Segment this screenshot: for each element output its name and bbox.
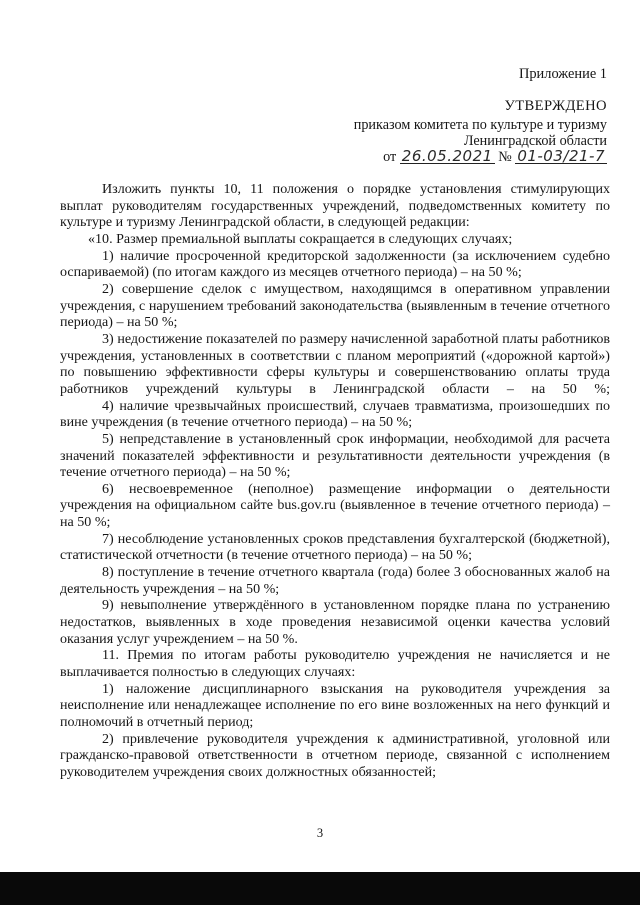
number-prefix: № <box>498 149 512 165</box>
clause-10-item-1: 1) наличие просроченной кредиторской задолженности (за исключением судебно оспариваемой) (по итогам каждого из месяцев отчетного периода) – на 50 %; <box>60 247 610 281</box>
clause-11-item-2: 2) привлечение руководителя учреждения к административной, уголовной или гражданско-правовой ответственности в отчетном периоде, связанной с исполнением руководителем учреждения своих должностных обязанностей; <box>60 730 610 780</box>
order-reference <box>383 149 607 166</box>
scan-edge-band <box>0 872 640 905</box>
clause-11-item-1: 1) наложение дисциплинарного взыскания на руководителя учреждения за неисполнение или ненадлежащее исполнение по его вине возложенных на него функций и полномочий в отчетный период; <box>60 680 610 730</box>
clause-10-item-2: 2) совершение сделок с имуществом, находящимся в оперативном управлении учреждения, с нарушением требований законодательства (выявленным в течение отчетного периода) – на 50 %; <box>60 280 610 331</box>
order-date: 26.05.2021 <box>401 147 493 165</box>
order-number: 01-03/21-7 <box>517 147 605 165</box>
appendix-label: Приложение 1 <box>518 66 607 82</box>
date-prefix: от <box>383 149 397 165</box>
clause-10-item-3: 3) недостижение показателей по размеру начисленной заработной платы работников учреждения, установленных в соответствии с планом мероприятий («дорожной картой») по повышению эффективности сферы культуры и совершенствованию оплаты труда работников учреждений культуры в Ленинградской области – на 50 %; <box>60 330 610 397</box>
approval-authority-line-1: приказом комитета по культуре и туризму <box>353 117 607 133</box>
approval-authority-line-2: Ленинградской области <box>463 133 607 149</box>
intro-paragraph: Изложить пункты 10, 11 положения о порядке установления стимулирующих выплат руководителям государственных учреждений, подведомственных комитету по культуре и туризму Ленинградской области, в следующей редакции: <box>60 181 610 231</box>
clause-10-item-4: 4) наличие чрезвычайных происшествий, случаев травматизма, произошедших по вине учреждения (в течение отчетного периода) – на 50 %; <box>60 397 610 431</box>
page-number: 3 <box>316 826 324 840</box>
clause-10-item-7: 7) несоблюдение установленных сроков представления бухгалтерской (бюджетной), статистической отчетности (в течение отчетного периода) – на 50 %; <box>60 530 610 564</box>
clause-11-heading: 11. Премия по итогам работы руководителю учреждения не начисляется и не выплачивается полностью в следующих случаях: <box>60 647 610 681</box>
clause-10-item-9: 9) невыполнение утверждённого в установленном порядке плана по устранению недостатков, выявленных в ходе проведения независимой оценки качества условий оказания услуг учреждением – на 50 %. <box>60 597 610 647</box>
clause-10-item-8: 8) поступление в течение отчетного квартала (года) более 3 обоснованных жалоб на деятельность учреждения – на 50 %; <box>60 564 610 597</box>
approval-stamp-title: УТВЕРЖДЕНО <box>504 98 607 114</box>
clause-10-heading: «10. Размер премиальной выплаты сокращается в следующих случаях; <box>88 230 513 247</box>
document-body <box>60 181 610 781</box>
clause-10-item-6: 6) несвоевременное (неполное) размещение информации о деятельности учреждения на официальном сайте bus.gov.ru (выявленное в течение отчетного периода) – на 50 %; <box>60 480 610 531</box>
clause-10-item-5: 5) непредставление в установленный срок информации, необходимой для расчета значений показателей эффективности и результативности деятельности учреждения (в течение отчетного периода) – на 50 %; <box>60 430 610 481</box>
